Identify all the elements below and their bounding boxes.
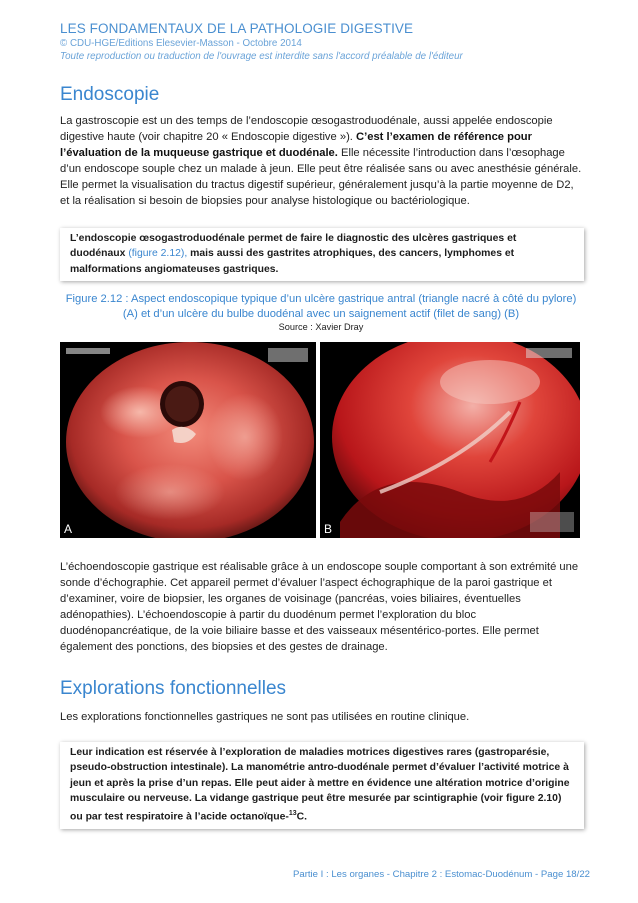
callout-text: L’endoscopie œsogastroduodénale permet de faire le diagnostic des ulcères gastriques et duodénaux bbox=[70, 233, 517, 260]
callout-text-end: C. bbox=[296, 811, 308, 823]
paragraph-explorations: Les explorations fonctionnelles gastriques ne sont pas utilisées en routine clinique. bbox=[60, 711, 470, 723]
text-span: La gastroscopie est un des temps de l’endoscopie œsogastroduodénale, aussi appelée endoscopie digestive haute (voir chapitre 20 « Endoscopie digestive »). bbox=[60, 115, 553, 143]
figure-caption: Figure 2.12 : Aspect endoscopique typique d’un ulcère gastrique antral (triangle nacré à côté du pylore) (A) et d’un ulcère du bulbe duodénal avec un saignement actif (filet de sang) (B) bbox=[65, 293, 577, 320]
isotope-superscript: 13 bbox=[288, 810, 297, 818]
callout-text: Leur indication est réservée à l’exploration de maladies motrices digestives rares (gastroparésie, pseudo-obstruction intestinale). La manométrie antro-duodénale permet d’évaluer l’activité motrice à jeun et après la prise d’un repas. Elle peut aider à mettre en évidence une altération motrice d’origine musculaire ou nerveuse. La vidange gastrique peut être mesurée par scintigraphie (voir figure 2.10) ou par test respiratoire à l’acide octanoïque- bbox=[70, 747, 570, 823]
rights-notice: Toute reproduction ou traduction de l'ouvrage est interdite sans l'accord préalable de l'éditeur bbox=[60, 51, 463, 62]
section-title-endoscopie: Endoscopie bbox=[60, 84, 160, 105]
photo-label-b: B bbox=[324, 522, 333, 536]
page-header bbox=[60, 20, 600, 63]
bold-text: C’est l’examen de référence pour l’évaluation de la muqueuse gastrique et duodénale. bbox=[60, 130, 532, 159]
endoscopy-image-b bbox=[320, 342, 580, 538]
endoscopy-photo-b bbox=[320, 342, 580, 538]
copyright-line: © CDU-HGE/Editions Elesevier-Masson - Octobre 2014 bbox=[60, 38, 302, 49]
paragraph-echoendoscopie: L’échoendoscopie gastrique est réalisable grâce à un endoscope souple comportant à son extrémité une sonde d’échographie. Cet appareil permet d’évaluer l’aspect échographique de la paroi gastrique et d’examiner, voire de biopsier, les organes de voisinage (pancréas, voies biliaires, éventuelles adénopathies). L’échoendoscopie à partir du duodénum permet l’exploration du bloc duodénopancréatique, de la voie biliaire basse et des vaisseaux mésentérico-portes. Elle permet également des ponctions, des biopsies et des gestes de drainage. bbox=[60, 561, 579, 653]
callout-text: mais aussi des gastrites atrophiques, des cancers, lymphomes et malformations angiomateuses gastriques. bbox=[70, 248, 515, 275]
callout-indication bbox=[60, 742, 584, 829]
figure-link[interactable]: (figure 2.12), bbox=[128, 248, 188, 260]
paragraph-gastroscopie bbox=[60, 114, 582, 209]
section-title-explorations: Explorations fonctionnelles bbox=[60, 678, 287, 699]
callout-diagnostic bbox=[60, 228, 584, 281]
page-footer: Partie I : Les organes - Chapitre 2 : Estomac-Duodénum - Page 18/22 bbox=[292, 869, 590, 880]
text-span: Elle nécessite l’introduction dans l’œsophage d’un endoscope souple chez un malade à jeun. Elle peut être réalisée sans ou avec anesthésie générale. Elle permet la visualisation du tractus digestif supérieur, généralement jusqu’à la partie moyenne de D2, et la réalisation si besoin de biopsies pour analyse histologique ou bactériologique. bbox=[60, 146, 582, 207]
endoscopy-photo-a bbox=[60, 342, 316, 538]
endoscopy-image-a bbox=[60, 342, 316, 538]
photo-label-a: A bbox=[64, 522, 73, 536]
book-title: LES FONDAMENTAUX DE LA PATHOLOGIE DIGESTIVE bbox=[60, 21, 414, 36]
figure-source: Source : Xavier Dray bbox=[278, 322, 364, 332]
